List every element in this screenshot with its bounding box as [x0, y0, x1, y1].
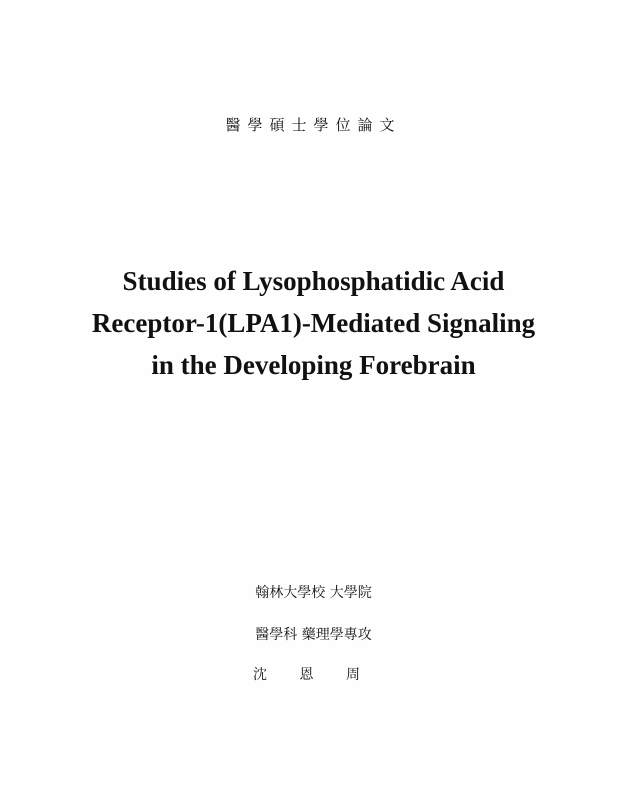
thesis-title — [0, 260, 627, 386]
degree-heading: 醫學碩士學位論文 — [225, 116, 402, 134]
title-line-1: Studies of Lysophosphatidic Acid — [122, 266, 505, 296]
department-name: 醫學科 藥理學專攻 — [255, 627, 372, 643]
author-name: 沈 恩 周 — [253, 667, 374, 683]
title-line-2: Receptor-1(LPA1)-Mediated Signaling — [91, 308, 536, 338]
title-line-3: in the Developing Forebrain — [151, 350, 476, 380]
school-name: 翰林大學校 大學院 — [255, 585, 372, 601]
